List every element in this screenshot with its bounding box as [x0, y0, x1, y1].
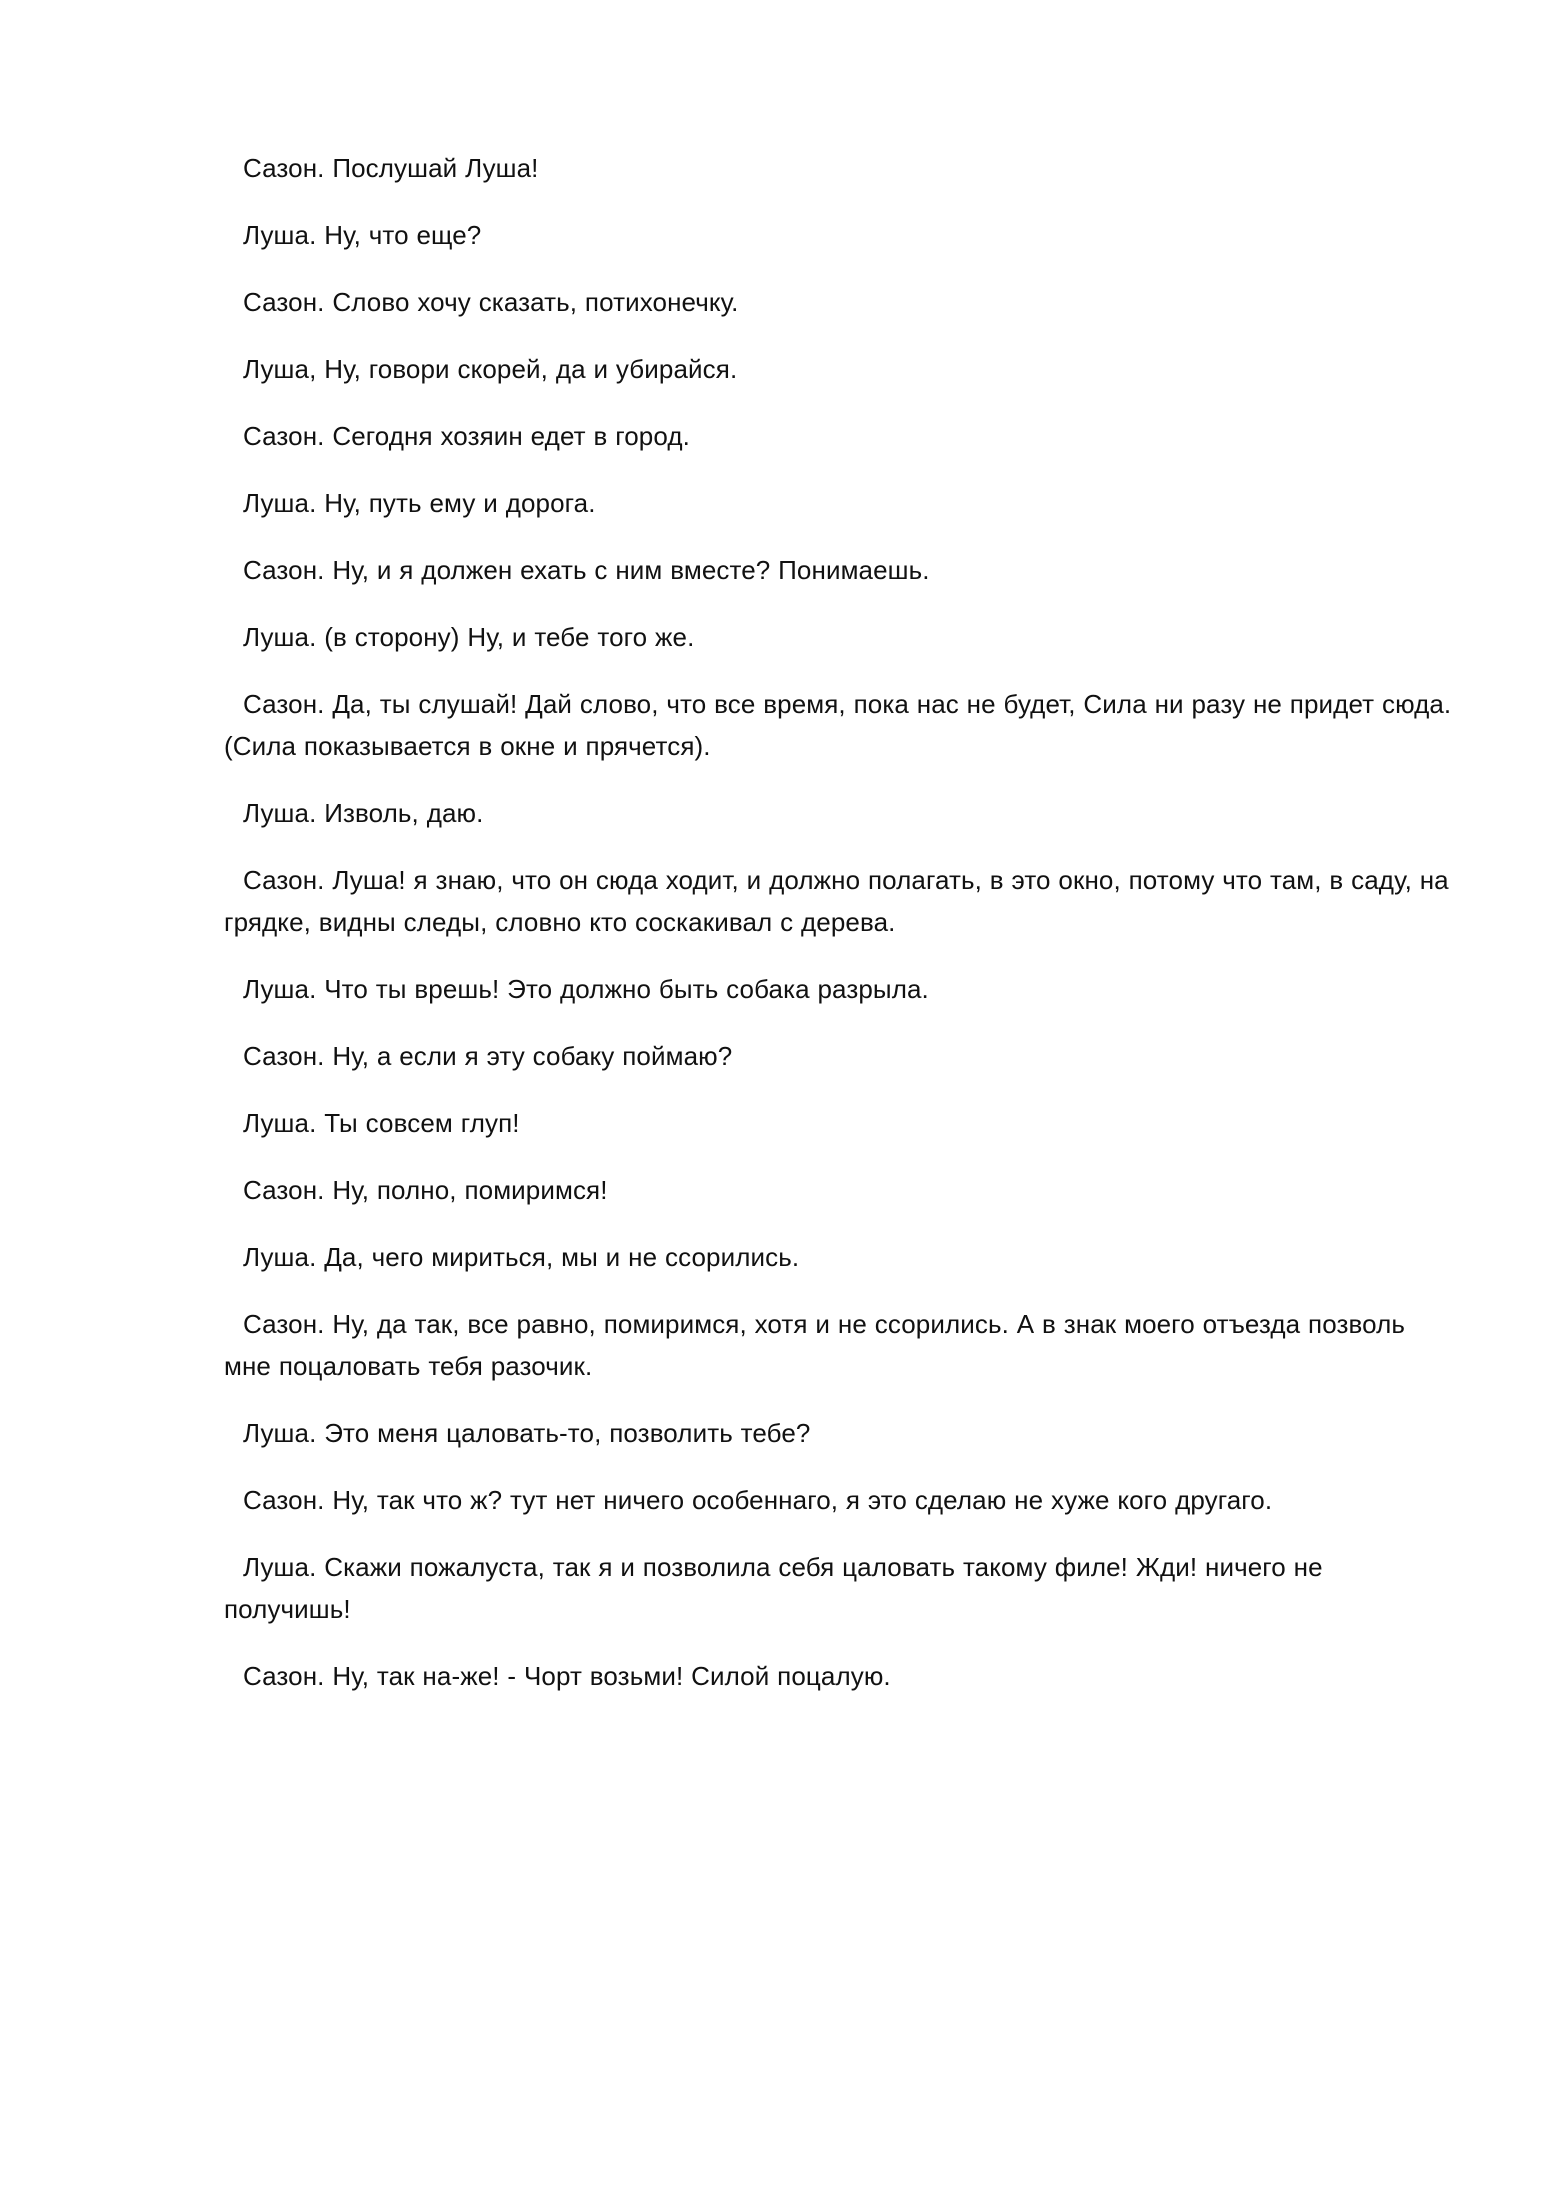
- dialogue-line-15: Сазон. Ну, полно, помиримся!: [243, 1175, 608, 1205]
- dialogue-line-7: Сазон. Ну, и я должен ехать с ним вместе? Понимаешь.: [243, 555, 930, 585]
- dialogue-line-1: Сазон. Послушай Луша!: [243, 153, 539, 183]
- dialogue-line-16: Луша. Да, чего мириться, мы и не ссорились.: [243, 1242, 800, 1272]
- dialogue-line-13: Сазон. Ну, а если я эту собаку поймаю?: [243, 1041, 733, 1071]
- dialogue-line-12: Луша. Что ты врешь! Это должно быть собака разрыла.: [243, 974, 929, 1004]
- dialogue-line-21: Сазон. Ну, так на-же! - Чорт возьми! Силой поцалую.: [243, 1661, 891, 1691]
- dialogue-line-18: Луша. Это меня цаловать-то, позволить тебе?: [243, 1418, 811, 1448]
- dialogue-line-17: Сазон. Ну, да так, все равно, помиримся, хотя и не ссорились. А в знак моего отъезда позволь мне поцаловать тебя разочик.: [224, 1309, 1406, 1381]
- dialogue-line-6: Луша. Ну, путь ему и дорога.: [243, 488, 596, 518]
- dialogue-line-19: Сазон. Ну, так что ж? тут нет ничего особеннаго, я это сделаю не хуже кого другаго.: [243, 1485, 1273, 1515]
- dialogue-line-4: Луша, Ну, говори скорей, да и убирайся.: [243, 354, 738, 384]
- dialogue-line-11: Сазон. Луша! я знаю, что он сюда ходит, и должно полагать, в это окно, потому что там, в саду, на грядке, видны следы, словно кто соскакивал с дерева.: [224, 865, 1449, 937]
- dialogue-line-5: Сазон. Сегодня хозяин едет в город.: [243, 421, 690, 451]
- dialogue-line-3: Сазон. Слово хочу сказать, потихонечку.: [243, 287, 739, 317]
- dialogue-line-14: Луша. Ты совсем глуп!: [243, 1108, 520, 1138]
- dialogue-line-9: Сазон. Да, ты слушай! Дай слово, что все время, пока нас не будет, Сила ни разу не придет сюда. (Сила показывается в окне и прячется).: [224, 689, 1452, 761]
- dialogue-line-20: Луша. Скажи пожалуста, так я и позволила себя цаловать такому филе! Жди! ничего не получишь!: [224, 1552, 1323, 1624]
- dialogue-line-8: Луша. (в сторону) Ну, и тебе того же.: [243, 622, 695, 652]
- dialogue-line-2: Луша. Ну, что еще?: [243, 220, 482, 250]
- dialogue-line-10: Луша. Изволь, даю.: [243, 798, 484, 828]
